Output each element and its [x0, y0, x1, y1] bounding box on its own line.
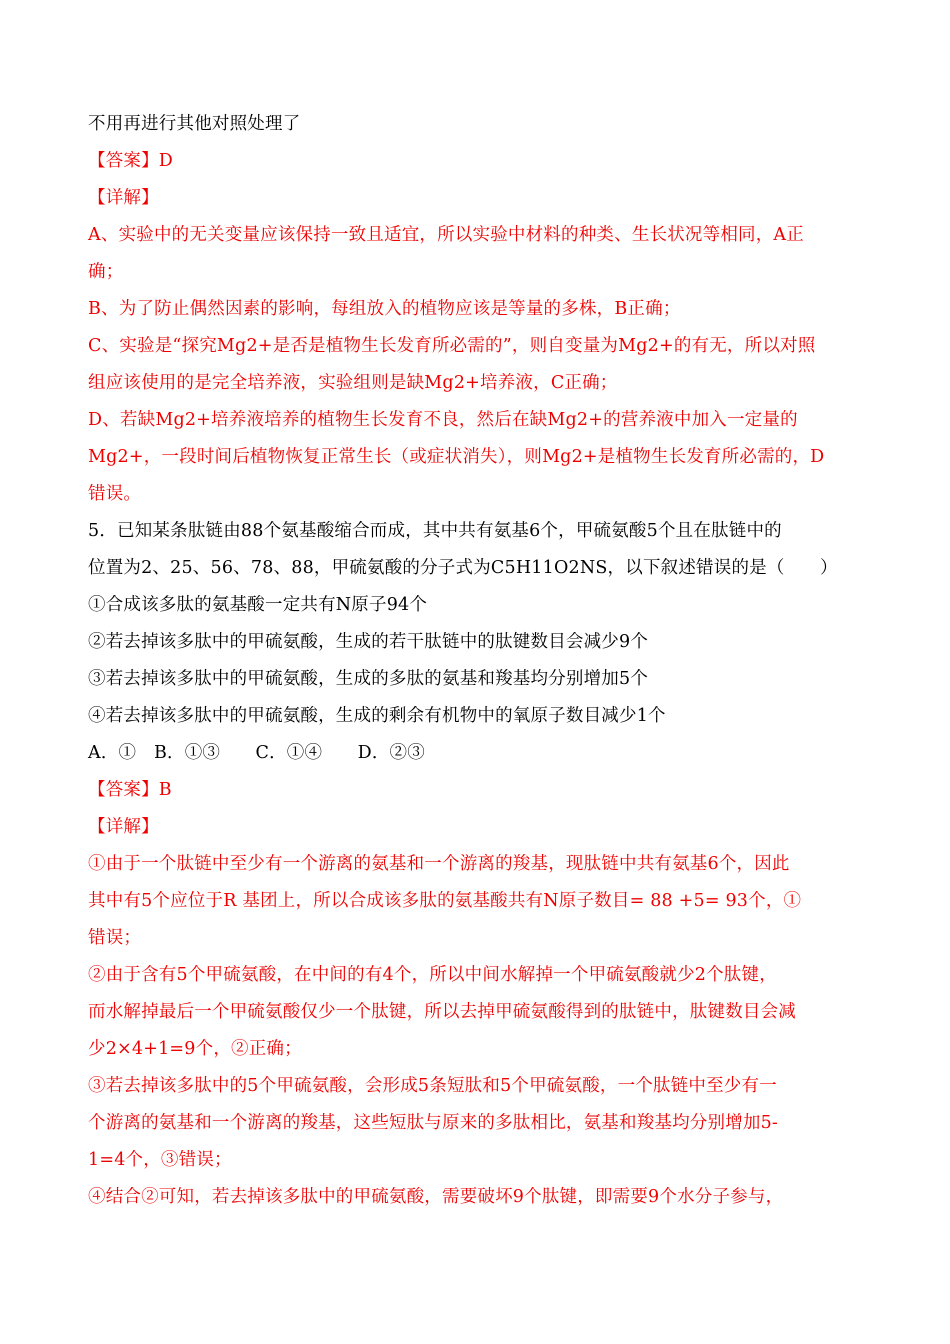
statement-4: ④若去掉该多肽中的甲硫氨酸，生成的剩余有机物中的氧原子数目减少1个	[88, 706, 666, 726]
explanation-d-line-1: D、若缺Mg2+培养液培养的植物生长发育不良，然后在缺Mg2+的营养液中加入一定量的	[88, 410, 798, 430]
explanation-3-line-1: ③若去掉该多肽中的5个甲硫氨酸，会形成5条短肽和5个甲硫氨酸，一个肽链中至少有一	[88, 1076, 777, 1096]
answer-label-q5: 【答案】B	[88, 780, 172, 800]
explanation-a-line-2: 确；	[88, 262, 124, 282]
explanation-2-line-3: 少2×4+1=9个，②正确；	[88, 1039, 302, 1059]
explanation-2-line-2: 而水解掉最后一个甲硫氨酸仅少一个肽键，所以去掉甲硫氨酸得到的肽链中，肽键数目会减	[88, 1002, 796, 1022]
statement-2: ②若去掉该多肽中的甲硫氨酸，生成的若干肽链中的肽键数目会减少9个	[88, 632, 649, 652]
question-5-line-2: 位置为2、25、56、78、88，甲硫氨酸的分子式为C5H11O2NS，以下叙述错误的是（ ）	[88, 558, 838, 578]
explanation-1-line-1: ①由于一个肽链中至少有一个游离的氨基和一个游离的羧基，现肽链中共有氨基6个，因此	[88, 854, 790, 874]
statement-1: ①合成该多肽的氨基酸一定共有N原子94个	[88, 595, 428, 615]
explanation-label-q4: 【详解】	[88, 188, 159, 208]
answer-label-q4: 【答案】D	[88, 151, 174, 171]
explanation-a-line-1: A、实验中的无关变量应该保持一致且适宜，所以实验中材料的种类、生长状况等相同，A正	[88, 225, 804, 245]
explanation-2-line-1: ②由于含有5个甲硫氨酸，在中间的有4个，所以中间水解掉一个甲硫氨酸就少2个肽键，	[88, 965, 777, 985]
question-5-line-1: 5．已知某条肽链由88个氨基酸缩合而成，其中共有氨基6个，甲硫氨酸5个且在肽链中的	[88, 521, 782, 541]
explanation-c-line-2: 组应该使用的是完全培养液，实验组则是缺Mg2+培养液，C正确；	[88, 373, 618, 393]
statement-3: ③若去掉该多肽中的甲硫氨酸，生成的多肽的氨基和羧基均分别增加5个	[88, 669, 649, 689]
explanation-d-line-3: 错误。	[88, 484, 142, 504]
answer-options: A．① B．①③ C．①④ D．②③	[88, 743, 425, 763]
text-line-continuation: 不用再进行其他对照处理了	[88, 114, 301, 134]
explanation-3-line-2: 个游离的氨基和一个游离的羧基，这些短肽与原来的多肽相比，氨基和羧基均分别增加5-	[88, 1113, 779, 1133]
explanation-1-line-2: 其中有5个应位于R 基团上，所以合成该多肽的氨基酸共有N原子数目= 88 +5= 93个，①	[88, 891, 802, 911]
explanation-label-q5: 【详解】	[88, 817, 159, 837]
explanation-d-line-2: Mg2+，一段时间后植物恢复正常生长（或症状消失），则Mg2+是植物生长发育所必需的，D	[88, 447, 825, 467]
explanation-4-line-1: ④结合②可知，若去掉该多肽中的甲硫氨酸，需要破坏9个肽键，即需要9个水分子参与，	[88, 1187, 784, 1207]
explanation-b: B、为了防止偶然因素的影响，每组放入的植物应该是等量的多株，B正确；	[88, 299, 681, 319]
explanation-c-line-1: C、实验是“探究Mg2+是否是植物生长发育所必需的”，则自变量为Mg2+的有无，所以对照	[88, 336, 816, 356]
explanation-1-line-3: 错误；	[88, 928, 142, 948]
explanation-3-line-3: 1=4个，③错误；	[88, 1150, 232, 1170]
